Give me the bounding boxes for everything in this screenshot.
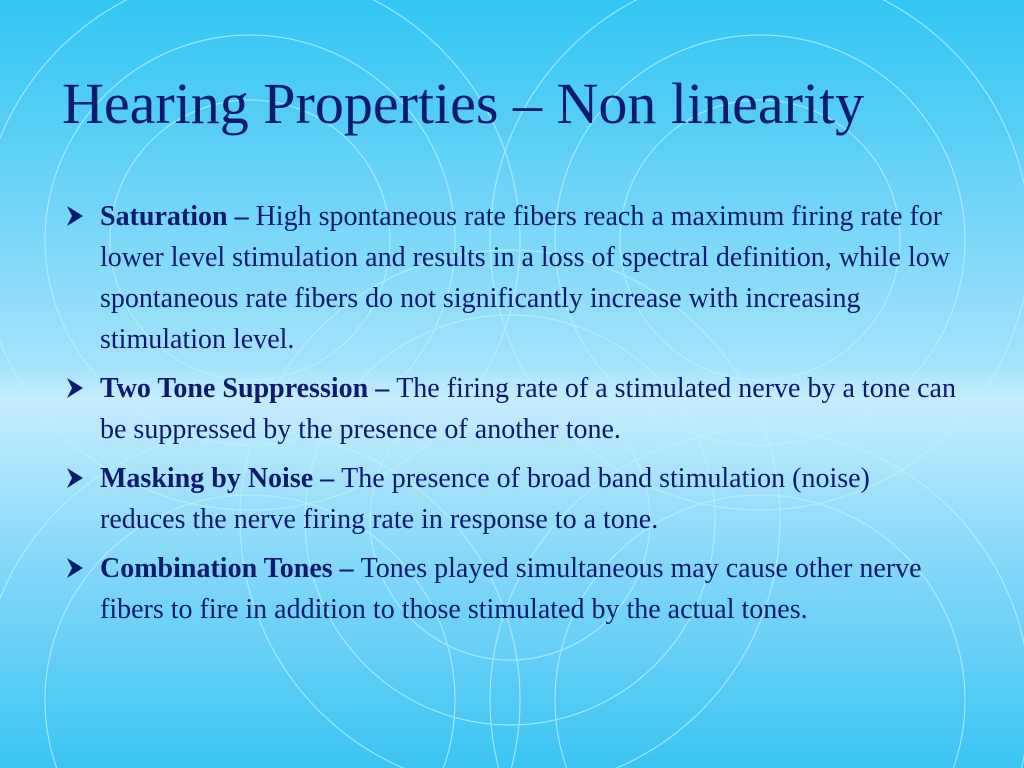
bullet-item (62, 548, 962, 630)
bullet-separator: – (313, 463, 342, 494)
bullet-item (62, 196, 962, 360)
arrow-bullet-icon (62, 458, 92, 499)
bullet-text: The presence of broad band stimulation (noise) reduces the nerve firing rate in response to a tone. (100, 463, 870, 535)
bullet-term: Two Tone Suppression (100, 373, 369, 404)
bullet-item (62, 458, 962, 540)
bullet-term: Saturation (100, 201, 228, 232)
bullet-separator: – (227, 201, 256, 232)
bullet-term: Masking by Noise (100, 463, 314, 494)
slide-title: Hearing Properties – Non linearity (62, 71, 865, 136)
bullet-term: Combination Tones (100, 553, 333, 584)
bullet-separator: – (332, 553, 361, 584)
bullet-item (62, 368, 962, 450)
bullet-text: The firing rate of a stimulated nerve by a tone can be suppressed by the presence of another tone. (100, 373, 956, 445)
bullet-text: Tones played simultaneous may cause other nerve fibers to fire in addition to those stimulated by the actual tones. (100, 553, 922, 625)
arrow-bullet-icon (62, 548, 92, 589)
bullet-text: High spontaneous rate fibers reach a maximum firing rate for lower level stimulation and results in a loss of spectral definition, while low spontaneous rate fibers do not significantly increase with increasing stimulation level. (100, 201, 950, 355)
arrow-bullet-icon (62, 368, 92, 409)
bullet-separator: – (368, 373, 397, 404)
bullet-list (62, 196, 962, 638)
arrow-bullet-icon (62, 196, 92, 237)
